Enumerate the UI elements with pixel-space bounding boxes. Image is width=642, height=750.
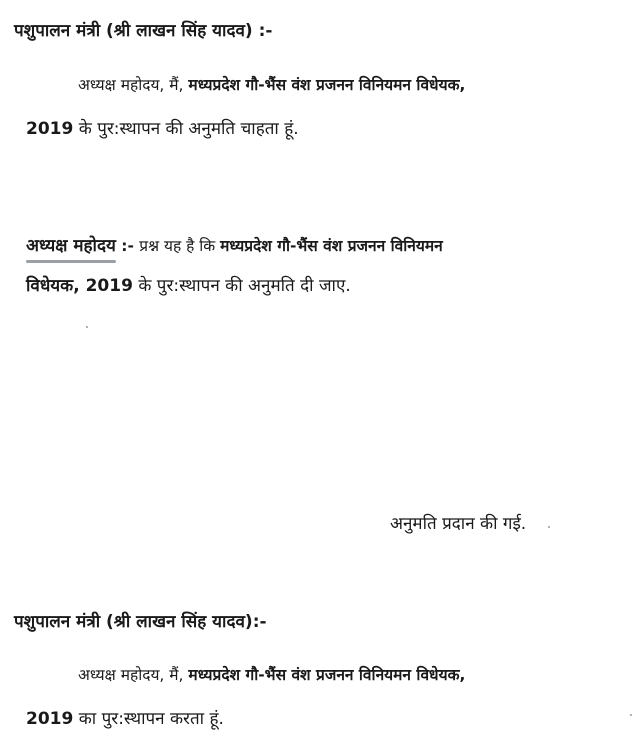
scan-speck — [86, 326, 88, 328]
scan-speck — [548, 526, 550, 528]
bill-title: मध्यप्रदेश गौ-भैंस वंश प्रजनन विनियमन विधेयक, — [188, 666, 466, 684]
bill-year: 2019 — [26, 119, 74, 139]
statement-2-line-2 — [26, 708, 224, 730]
speaker-chair-line-2 — [26, 275, 351, 297]
permission-text: अनुमति प्रदान की गई. — [390, 514, 527, 534]
speaker-name: पशुपालन मंत्री (श्री लाखन सिंह यादव):- — [14, 612, 267, 632]
bill-year: 2019 — [26, 709, 74, 729]
statement-rest: के पुर:स्थापन की अनुमति चाहता हूं. — [73, 119, 299, 139]
statement-rest: का पुर:स्थापन करता हूं. — [73, 709, 224, 729]
question-lead: प्रश्न यह है कि — [139, 237, 221, 255]
scan-speck — [630, 714, 632, 716]
pencil-underline — [26, 260, 116, 263]
bill-title: मध्यप्रदेश गौ-भैंस वंश प्रजनन विनियमन — [220, 237, 443, 255]
bill-title: मध्यप्रदेश गौ-भैंस वंश प्रजनन विनियमन विधेयक, — [188, 76, 466, 94]
speaker-suffix: :- — [115, 237, 140, 255]
bill-title-end: विधेयक, 2019 — [26, 276, 133, 296]
speaker-name: अध्यक्ष महोदय — [26, 236, 116, 256]
permission-granted — [390, 513, 526, 535]
speaker-minister-2 — [14, 611, 267, 633]
speaker-chair-underlined — [26, 235, 116, 257]
speaker-name: पशुपालन मंत्री (श्री लाखन सिंह यादव) :- — [14, 21, 273, 41]
question-rest: के पुर:स्थापन की अनुमति दी जाए. — [132, 276, 351, 296]
speaker-chair-line-1 — [26, 235, 443, 257]
statement-1-line-2 — [26, 118, 299, 140]
statement-1-line-1 — [78, 74, 465, 96]
statement-lead: अध्यक्ष महोदय, मैं, — [78, 666, 189, 684]
statement-2-line-1 — [78, 664, 465, 686]
statement-lead: अध्यक्ष महोदय, मैं, — [78, 76, 189, 94]
speaker-minister-1 — [14, 20, 272, 42]
